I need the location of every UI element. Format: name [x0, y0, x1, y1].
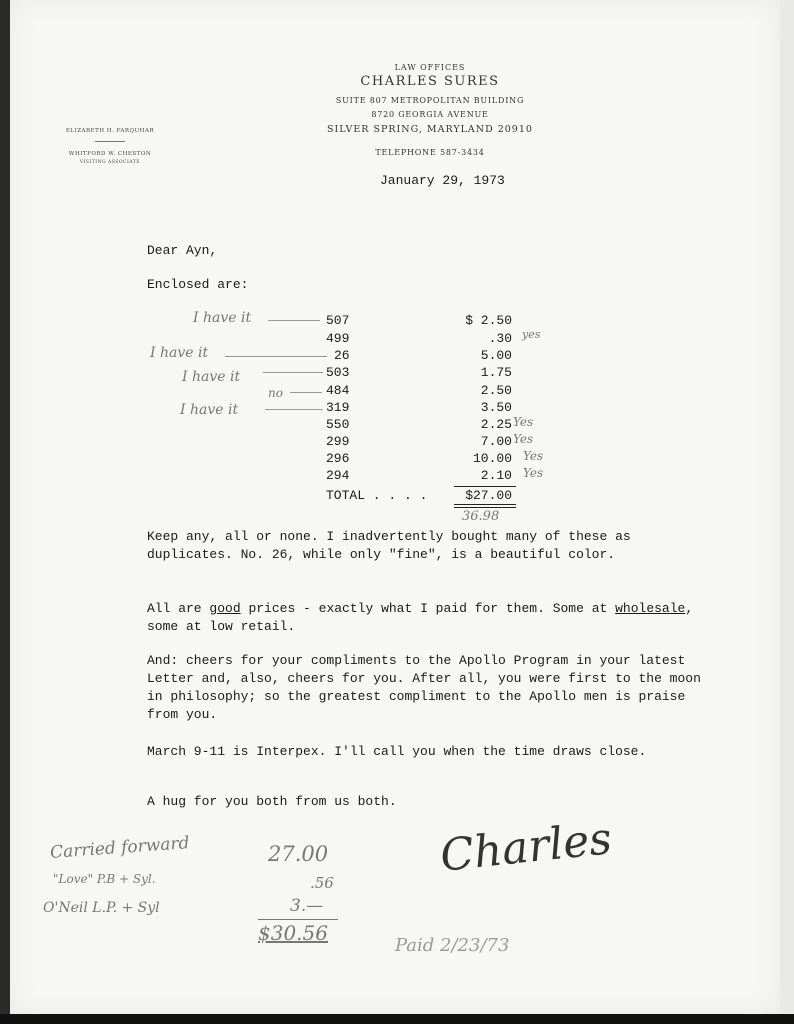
- pencil-arrow: [225, 356, 327, 357]
- scan-border-right: [780, 0, 794, 1024]
- item-number: 294: [326, 468, 350, 483]
- margin-total-note: 36.98: [462, 509, 500, 524]
- item-number: 299: [326, 434, 350, 449]
- total-value: $27.00: [465, 488, 512, 503]
- love-value: .56: [310, 874, 334, 892]
- item-number: 550: [326, 417, 350, 432]
- paragraph-text: , some at low retail.: [147, 601, 694, 634]
- yes-note: Yes: [513, 432, 534, 446]
- paid-note: Paid 2/23/73: [395, 935, 510, 956]
- letterhead-partner-two: WHITFORD W. CHESTON: [68, 151, 152, 157]
- yes-note: Yes: [523, 449, 544, 463]
- item-price: 10.00: [472, 451, 512, 466]
- scan-border-bottom: [0, 1014, 794, 1024]
- pencil-arrow: [265, 409, 323, 410]
- letterhead-partner-one: ELIZABETH H. FARQUHAR: [65, 128, 155, 134]
- body-paragraph: Keep any, all or none. I inadvertently bought many of these as duplicates. No. 26, while only "fine", is a beautiful color.: [147, 529, 631, 562]
- paragraph-text: All are: [147, 601, 210, 616]
- paragraph-text: prices - exactly what I paid for them. Some at: [240, 601, 616, 616]
- have-it-note: I have it: [182, 369, 241, 385]
- body-paragraph: And: cheers for your compliments to the Apollo Program in your latest Letter and, also, cheers for you. After all, you were first to the moon in philosophy; so the greatest compliment to the Apollo men is praise from you.: [147, 653, 701, 722]
- oneil-value: 3.—: [290, 896, 324, 916]
- item-price: 2.25: [480, 417, 512, 432]
- letterhead-city: SILVER SPRING, MARYLAND 20910: [327, 124, 533, 135]
- yes-note: yes: [522, 328, 541, 341]
- no-note: no: [268, 386, 283, 400]
- item-price: .30: [488, 331, 512, 346]
- have-it-note: I have it: [193, 310, 252, 326]
- item-number: 319: [326, 400, 350, 415]
- total-double-rule: [454, 504, 516, 505]
- body-paragraph: [147, 600, 722, 636]
- letter-page: [10, 0, 780, 1014]
- salutation: Dear Ayn,: [147, 243, 218, 258]
- sum-rule: [258, 919, 338, 920]
- item-price: 1.75: [480, 365, 512, 380]
- item-price: 3.50: [480, 400, 512, 415]
- letterhead-partner-two-role: VISITING ASSOCIATE: [79, 160, 141, 165]
- pencil-arrow: [290, 392, 322, 393]
- item-price: 7.00: [480, 434, 512, 449]
- item-price: 2.50: [480, 383, 512, 398]
- letterhead-street: 8720 GEORGIA AVENUE: [371, 110, 489, 119]
- item-number: 503: [326, 365, 350, 380]
- have-it-note: I have it: [150, 345, 209, 361]
- item-number: 484: [326, 383, 350, 398]
- total-label: TOTAL . . . .: [326, 488, 428, 503]
- total-double-rule: [454, 507, 516, 508]
- closing-line: A hug for you both from us both.: [147, 794, 397, 809]
- letterhead-name: CHARLES SURES: [360, 74, 500, 89]
- item-number: 26: [334, 348, 350, 363]
- signature: Charles: [437, 813, 615, 882]
- item-price: $ 2.50: [465, 313, 512, 328]
- letterhead-firm-label: LAW OFFICES: [394, 63, 466, 72]
- underlined-word: wholesale: [615, 601, 686, 616]
- love-label: "Love" P.B + Syl.: [53, 872, 156, 886]
- grand-total: $30.56: [258, 921, 328, 945]
- item-number: 296: [326, 451, 350, 466]
- item-number: 499: [326, 331, 350, 346]
- letterhead-telephone: TELEPHONE 587-3434: [375, 148, 485, 157]
- underlined-word: good: [209, 601, 241, 616]
- oneil-label: O'Neil L.P. + Syl: [43, 900, 160, 916]
- letter-date: January 29, 1973: [380, 173, 505, 188]
- pencil-arrow: [268, 320, 320, 321]
- pencil-arrow: [263, 372, 323, 373]
- carried-forward-label: Carried forward: [49, 833, 191, 863]
- body-paragraph: March 9-11 is Interpex. I'll call you when the time draws close.: [147, 744, 647, 759]
- carried-forward-value: 27.00: [268, 842, 329, 866]
- yes-note: Yes: [513, 415, 534, 429]
- item-number: 507: [326, 313, 350, 328]
- enclosed-intro: Enclosed are:: [147, 277, 249, 292]
- item-price: 2.10: [480, 468, 512, 483]
- item-price: 5.00: [480, 348, 512, 363]
- letterhead-partner-rule: [95, 141, 125, 142]
- have-it-note: I have it: [180, 402, 239, 418]
- yes-note: Yes: [523, 466, 544, 480]
- letterhead-suite: SUITE 807 METROPOLITAN BUILDING: [335, 96, 525, 105]
